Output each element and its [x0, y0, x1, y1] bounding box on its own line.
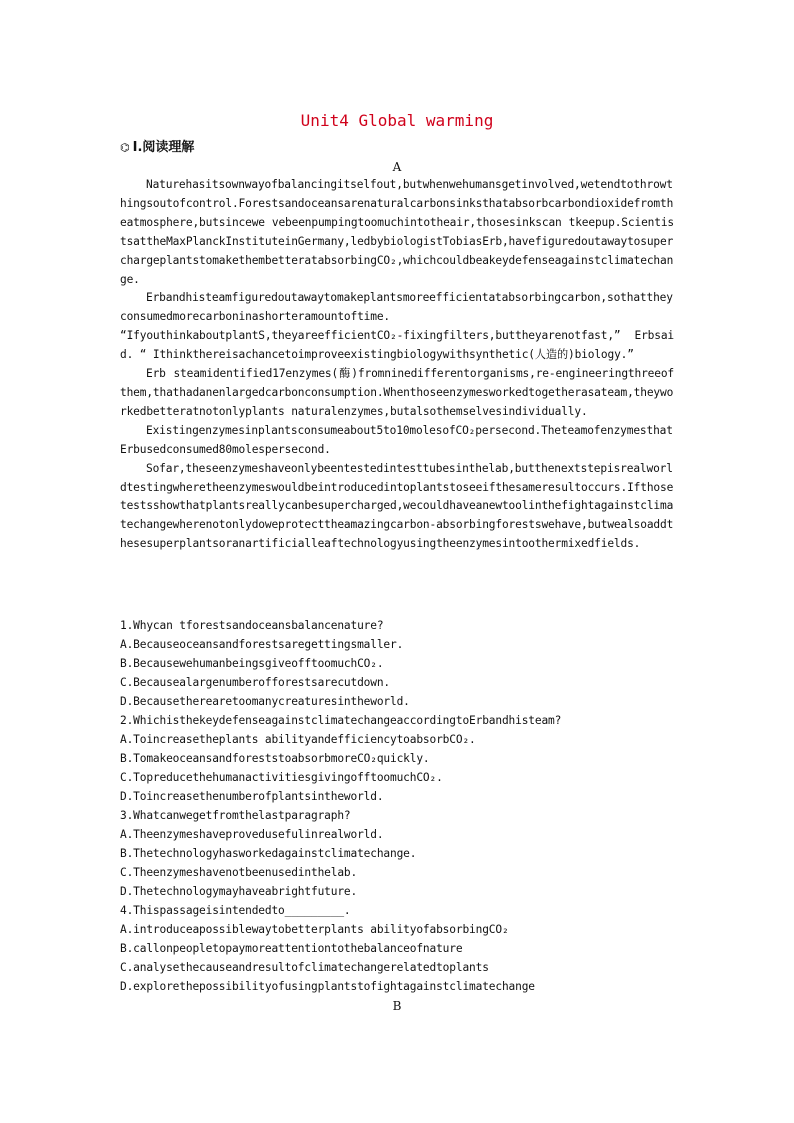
passage-b-label: B [392, 999, 402, 1013]
section-marker-icon: ⌬ [120, 141, 130, 154]
option-line: B.Thetechnologyhasworkedagainstclimatechange. [120, 847, 417, 860]
question-line: 1.Whycan tforestsandoceansbalancenature? [120, 619, 384, 632]
option-line: D.Thetechnologymayhaveabrightfuture. [120, 885, 358, 898]
option-line: C.Theenzymeshavenotbeenusedinthelab. [120, 866, 358, 879]
paragraph: Naturehasitsownwayofbalancingitselfout,butwhenwehumansgetinvolved,wetendtothrowthingsoutofcontrol.Forestsandoceansarenaturalcarbonsinksthatabsorbcarbondioxidefromtheatmosphere,butsincewe vebeenpumpingtoomuchintotheair,thosesinkscan tkeepup.ScientistsattheMaxPlanckInstituteinGermany,ledbybiologistTobiasErb,havefiguredoutawaytosuperchargeplantstomakethembetteratabsorbingCO₂,whichcouldbeakeydefenseagainstclimatechange. [120, 178, 674, 286]
section-heading [120, 139, 194, 157]
option-line: A.Toincreasetheplants abilityandefficiencytoabsorbCO₂. [120, 733, 476, 746]
question-line: 4.Thispassageisintendedto_________. [120, 904, 351, 917]
section-label: I.阅读理解 [132, 140, 195, 155]
paragraph: Existingenzymesinplantsconsumeabout5to10molesofCO₂persecond.TheteamofenzymesthatErbusedconsumed80molespersecond. [120, 423, 673, 456]
option-line: B.BecausewehumanbeingsgiveofftoomuchCO₂. [120, 657, 384, 670]
paragraph: “IfyouthinkaboutplantS,theyareefficientCO₂-fixingfilters,buttheyarenotfast,” Erbsaid. “ Ithinkthereisachancetoimproveexistingbiologywithsynthetic(人造的)biology.” [120, 329, 674, 362]
option-line: D.explorethepossibilityofusingplantstofightagainstclimatechange [120, 980, 535, 993]
option-line: A.Theenzymeshaveprovedusefulinrealworld. [120, 828, 384, 841]
option-line: B.callonpeopletopaymoreattentiontothebalanceofnature [120, 942, 463, 955]
passage-a-body [120, 176, 674, 554]
option-line: D.Toincreasethenumberofplantsintheworld. [120, 790, 384, 803]
passage-a-label: A [392, 160, 402, 174]
question-line: 3.Whatcanwegetfromthelastparagraph? [120, 809, 351, 822]
option-line: A.Becauseoceansandforestsaregettingsmaller. [120, 638, 404, 651]
option-line: B.TomakeoceansandforeststoabsorbmoreCO₂quickly. [120, 752, 430, 765]
paragraph: Erbandhisteamfiguredoutawaytomakeplantsmoreefficientatabsorbingcarbon,sothattheyconsumedmorecarboninashorteramountoftime. [120, 291, 673, 324]
question-list [120, 616, 680, 996]
paragraph: Erb steamidentified17enzymes(酶)fromninedifferentorganisms,re-engineeringthreeofthem,thathadanenlargedcarbonconsumption.Whenthoseenzymesworkedtogetherasateam,theyworkedbetteratnotonlyplants naturalenzymes,butalsothemselvesindividually. [120, 367, 674, 418]
paragraph: Sofar,theseenzymeshaveonlybeentestedintesttubesinthelab,butthenextstepisrealworldtestingwheretheenzymeswouldbeintroducedintoplantstoseeifthesameresultoccurs.Ifthosetestsshowthatplantsreallycanbesupercharged,wecouldhaveanewtoolinthefightagainstclimatechangewherenotonlydoweprotecttheamazingcarbon-absorbingforestswehave,butwealsoaddthesesuperplantsoranartificialleaftechnologyusingtheenzymesintoothermixedfields. [120, 461, 674, 551]
option-line: C.Becausealargenumberofforestsarecutdown. [120, 676, 391, 689]
option-line: A.introduceapossiblewaytobetterplants abilityofabsorbingCO₂ [120, 923, 509, 936]
option-line: C.TopreducethehumanactivitiesgivingofftoomuchCO₂. [120, 771, 443, 784]
option-line: C.analysethecauseandresultofclimatechangerelatedtoplants [120, 961, 489, 974]
option-line: D.Becausetherearetoomanycreaturesintheworld. [120, 695, 410, 708]
document-title: Unit4 Global warming [300, 111, 494, 130]
question-line: 2.WhichisthekeydefenseagainstclimatechangeaccordingtoErbandhisteam? [120, 714, 562, 727]
